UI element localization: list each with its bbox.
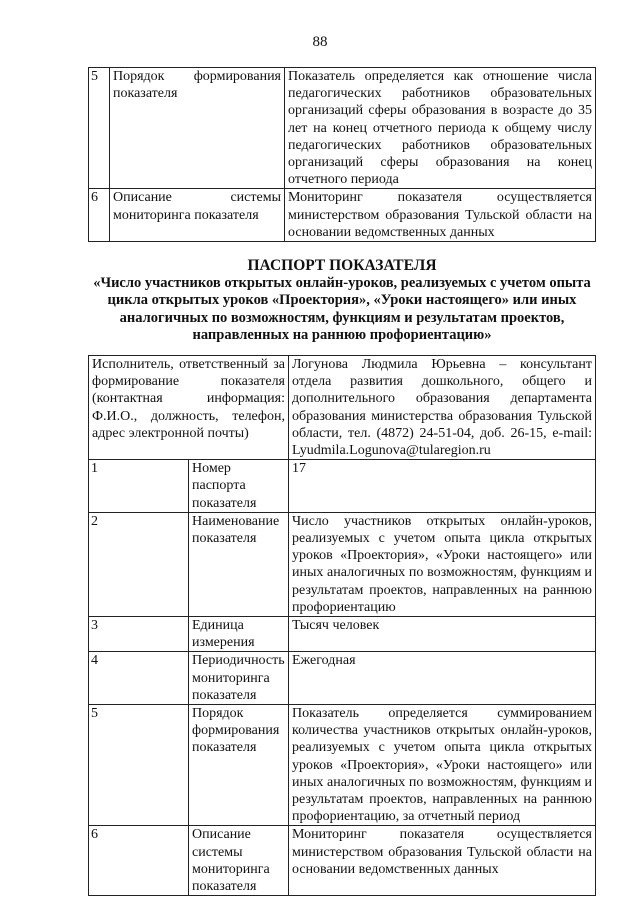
passport-heading bbox=[88, 257, 596, 345]
row-label: Описание системы мониторинга показателя bbox=[110, 189, 285, 242]
table-row bbox=[89, 826, 596, 896]
row-label: Периодичность мониторинга показателя bbox=[189, 652, 289, 705]
row-label: Наименование показателя bbox=[189, 512, 289, 616]
table-row bbox=[89, 460, 596, 513]
row-value: Тысяч человек bbox=[289, 617, 596, 652]
table-row bbox=[89, 617, 596, 652]
row-label: Единица измерения bbox=[189, 617, 289, 652]
row-value: 17 bbox=[289, 460, 596, 513]
table-header-row bbox=[89, 356, 596, 460]
row-number: 6 bbox=[89, 189, 110, 242]
row-label: Номер паспорта показателя bbox=[189, 460, 289, 513]
row-label: Порядок формирования показателя bbox=[110, 68, 285, 189]
row-label: Описание системы мониторинга показателя bbox=[189, 826, 289, 896]
row-value: Показатель определяется как отношение числа педагогических работников образовательных организаций сферы образования в возрасте до 35 лет на конец отчетного периода к общему числу педагогических работников образовательных организаций сферы образования на конец отчетного периода bbox=[285, 68, 596, 189]
table-row bbox=[89, 189, 596, 242]
passport-subtitle: «Число участников открытых онлайн-уроков, реализуемых с учетом опыта цикла открытых уроков «Проектория», «Уроки настоящего» или иных аналогичных по возможностям, функциям и результатам проектов, направленных на раннюю профориентацию» bbox=[93, 274, 591, 343]
row-value: Показатель определяется суммированием количества участников открытых онлайн-уроков, реализуемых с учетом опыта цикла открытых уроков «Проектория», «Уроки настоящего» или иных аналогичных по возможностям, функциям и результатам проектов, направленных на раннюю профориентацию, за отчетный период bbox=[289, 705, 596, 826]
passport-title: ПАСПОРТ ПОКАЗАТЕЛЯ bbox=[247, 257, 437, 274]
row-number: 3 bbox=[89, 617, 189, 652]
table-row bbox=[89, 705, 596, 826]
responsible-value: Логунова Людмила Юрьевна – консультант отдела развития дошкольного, общего и дополнительного образования департамента образования министерства образования Тульской области, тел. (4872) 24-51-04, доб. 26-15, e-mail: Lyudmila.Logunova@tularegion.ru bbox=[289, 356, 596, 460]
row-number: 5 bbox=[89, 68, 110, 189]
passport-table bbox=[88, 355, 596, 896]
row-value: Число участников открытых онлайн-уроков, реализуемых с учетом опыта цикла открытых уроков «Проектория», «Уроки настоящего» или иных аналогичных по возможностям, функциям и результатам проектов, направленных на раннюю профориентацию bbox=[289, 512, 596, 616]
row-number: 5 bbox=[89, 705, 189, 826]
table-row bbox=[89, 512, 596, 616]
row-label: Порядок формирования показателя bbox=[189, 705, 289, 826]
table-row bbox=[89, 68, 596, 189]
responsible-label: Исполнитель, ответственный за формирование показателя (контактная информация: Ф.И.О., должность, телефон, адрес электронной почты) bbox=[89, 356, 289, 460]
page-number: 88 bbox=[312, 34, 328, 50]
row-number: 4 bbox=[89, 652, 189, 705]
row-number: 1 bbox=[89, 460, 189, 513]
row-number: 6 bbox=[89, 826, 189, 896]
row-value: Ежегодная bbox=[289, 652, 596, 705]
row-number: 2 bbox=[89, 512, 189, 616]
row-value: Мониторинг показателя осуществляется министерством образования Тульской области на основании ведомственных данных bbox=[285, 189, 596, 242]
indicator-table-continued bbox=[88, 67, 596, 242]
row-value: Мониторинг показателя осуществляется министерством образования Тульской области на основании ведомственных данных bbox=[289, 826, 596, 896]
table-row bbox=[89, 652, 596, 705]
